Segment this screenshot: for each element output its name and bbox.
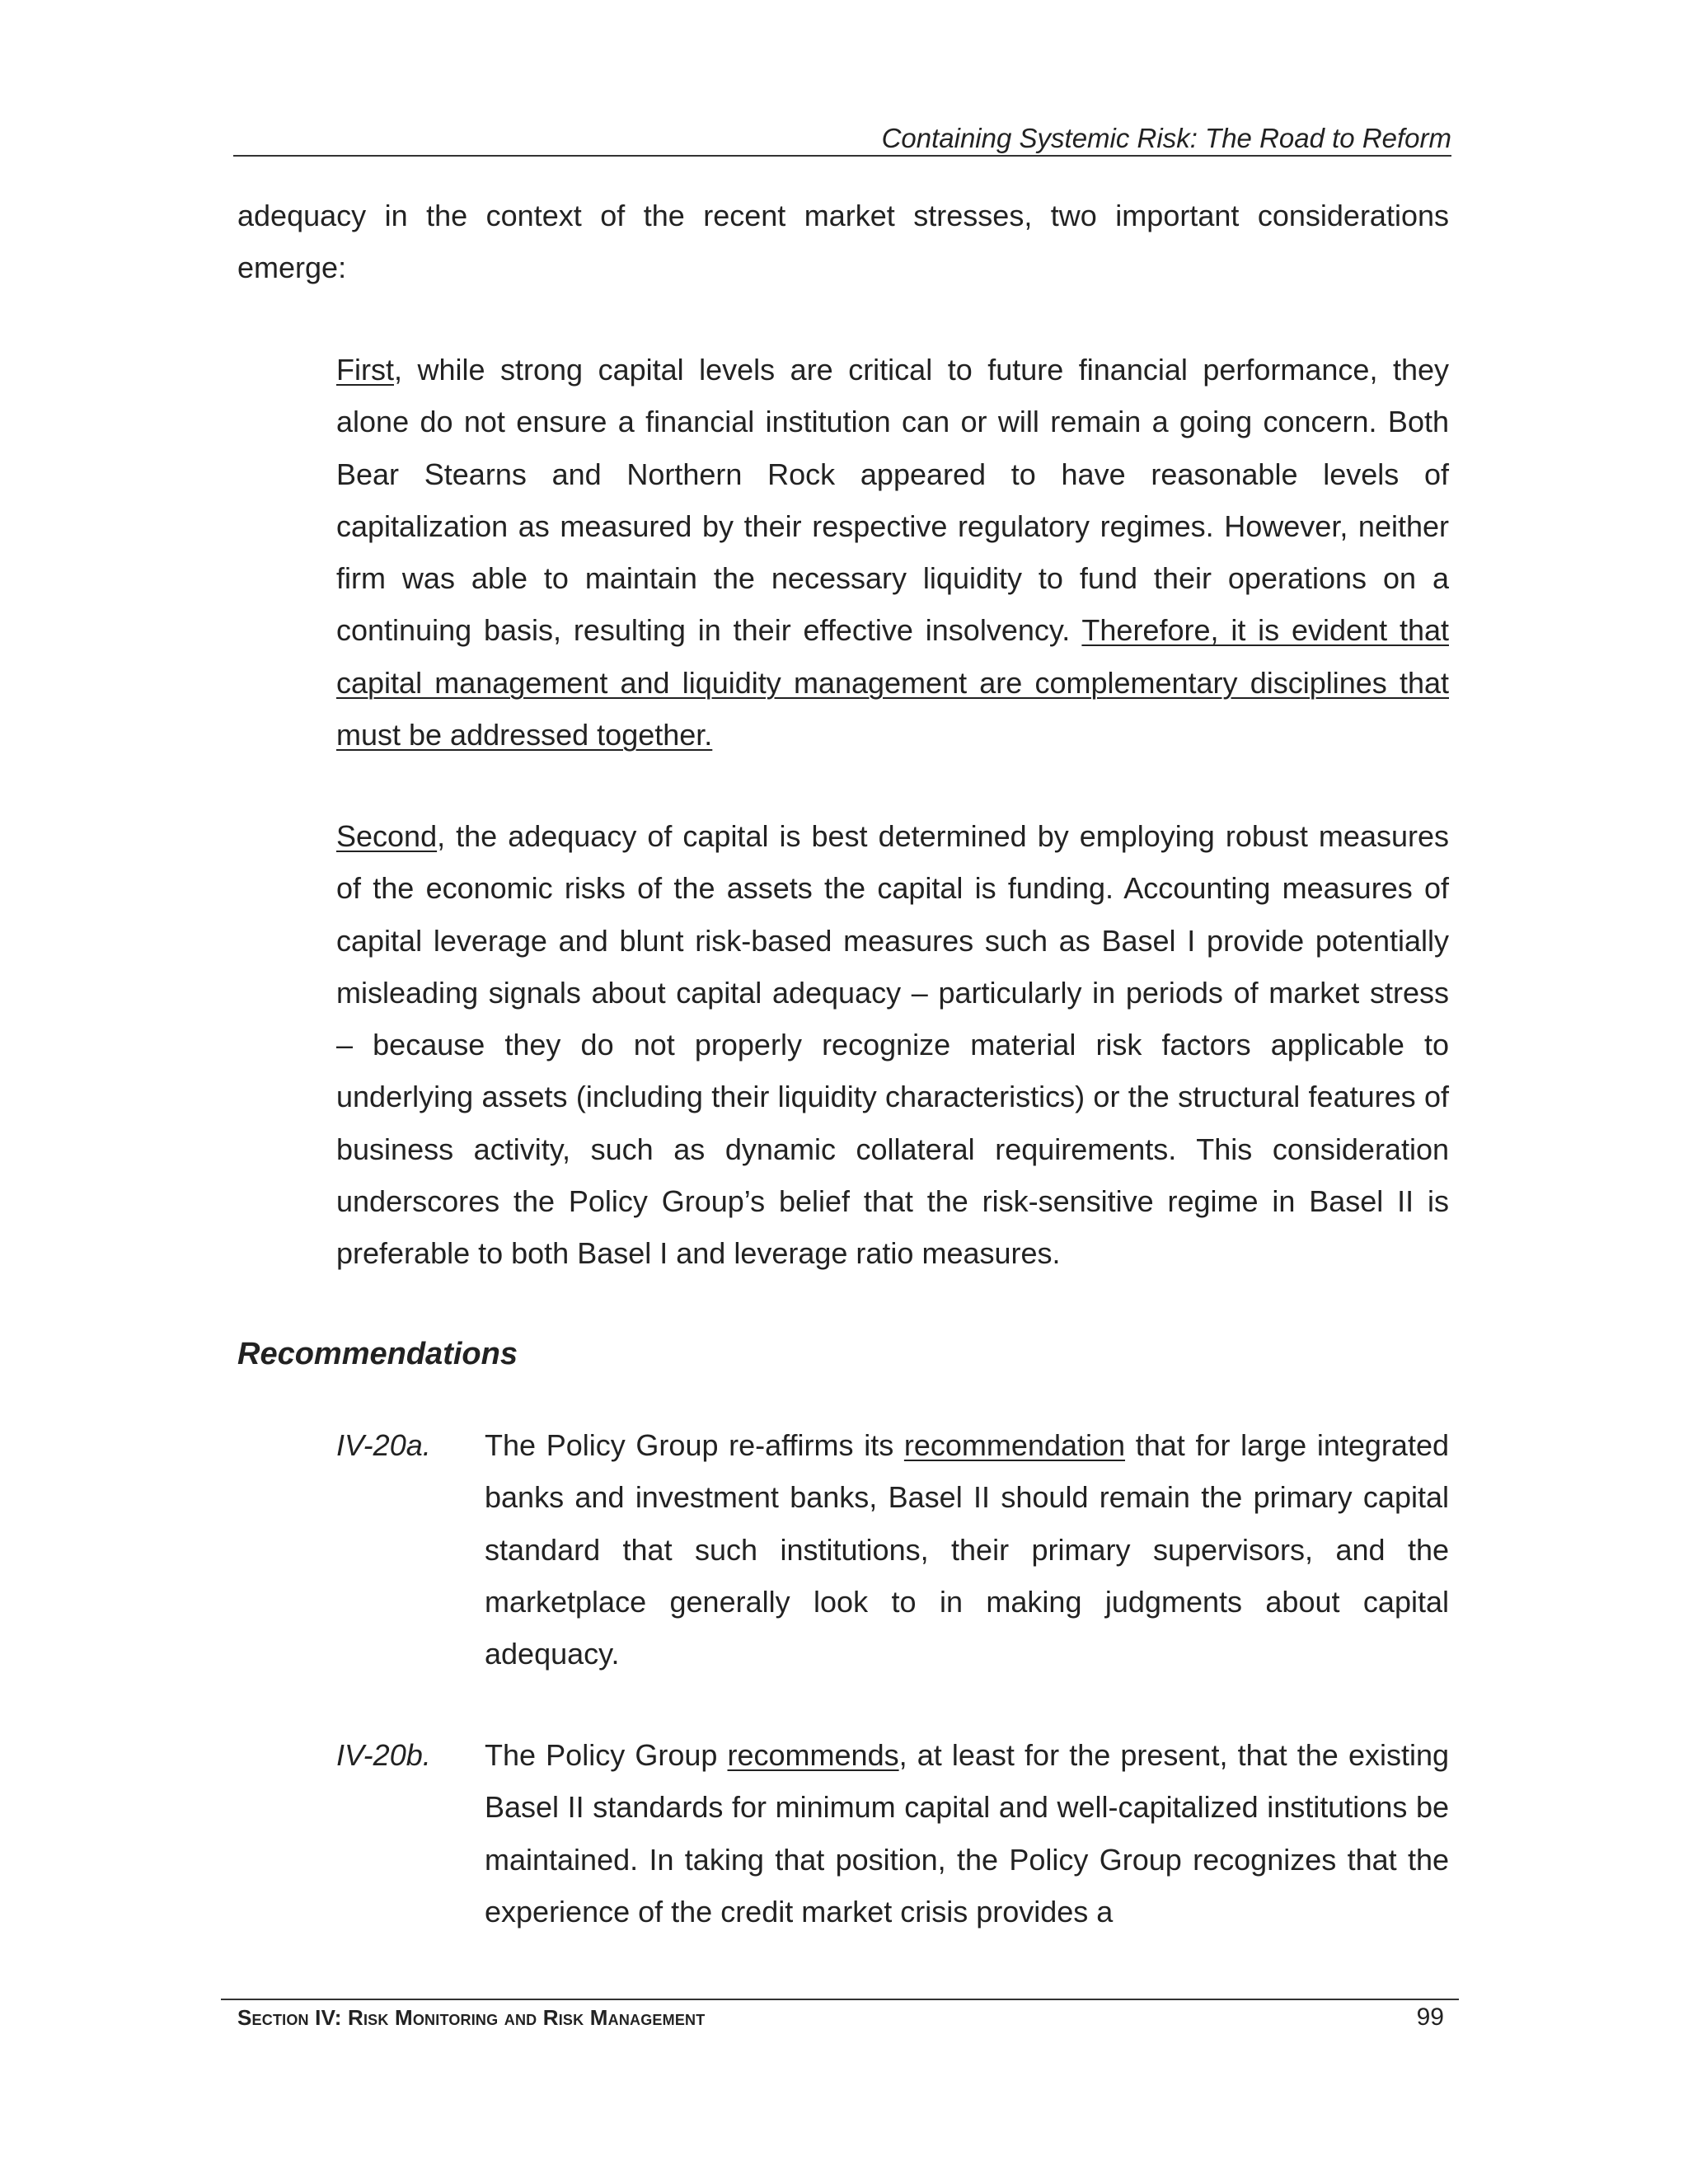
recommendation-text [485,1729,1449,1938]
first-emphasis-text: Therefore, it is evident that capital management and liquidity management are complementary disciplines that must be addressed together. [336,613,1449,752]
second-body-text: , the adequacy of capital is best determined by employing robust measures of the economic risks of the assets the capital is funding. Accounting measures of capital leverage and blunt risk-based measures such as Basel I provide potentially misleading signals about capital adequacy – particularly in periods of market stress – because they do not properly recognize material risk factors applicable to underlying assets (including their liquidity characteristics) or the structural features of business activity, such as dynamic collateral requirements. This consideration underscores the Policy Group’s belief that the risk-sensitive regime in Basel II is preferable to both Basel I and leverage ratio measures. [336,819,1449,1271]
page-number: 99 [1416,2004,1444,2031]
recommendation-label: IV-20b. [336,1738,431,1772]
second-lead-word: Second [336,819,438,853]
recommendation-text [485,1419,1449,1680]
header-rule [233,155,1451,157]
second-consideration-paragraph [336,810,1449,1280]
recommendation-text-before: The Policy Group re-affirms its [485,1428,904,1462]
running-header: Containing Systemic Risk: The Road to Reform [881,123,1451,153]
recommendation-label: IV-20a. [336,1428,431,1462]
intro-paragraph: adequacy in the context of the recent market stresses, two important considerations emerge: [237,199,1449,285]
footer-rule [221,1999,1459,2000]
recommendation-keyword: recommends [727,1738,899,1772]
recommendation-keyword: recommendation [903,1428,1126,1462]
recommendation-text-after: , at least for the present, that the existing Basel II standards for minimum capital and well-capitalized institutions be maintained. In taking that position, the Policy Group recognizes that the experience of the credit market crisis provides a [485,1738,1450,1929]
recommendations-heading: Recommendations [237,1337,518,1371]
recommendation-text-before: The Policy Group [485,1738,728,1772]
first-consideration-paragraph [336,344,1449,761]
first-body-text: , while strong capital levels are critical to future financial performance, they alone do not ensure a financial institution can or will remain a going concern. Both Bear Stearns and Northern Rock appeared to have reasonable levels of capitalization as measured by their respective regulatory regimes. However, neither firm was able to maintain the necessary liquidity to fund their operations on a continuing basis, resulting in their effective insolvency. [336,353,1449,648]
first-lead-word: First [336,353,394,387]
recommendation-text-after: that for large integrated banks and investment banks, Basel II should remain the primary capital standard that such institutions, their primary supervisors, and the marketplace generally look to in making judgments about capital adequacy. [485,1428,1449,1671]
footer-section-title: Section IV: Risk Monitoring and Risk Management [237,2005,706,2030]
